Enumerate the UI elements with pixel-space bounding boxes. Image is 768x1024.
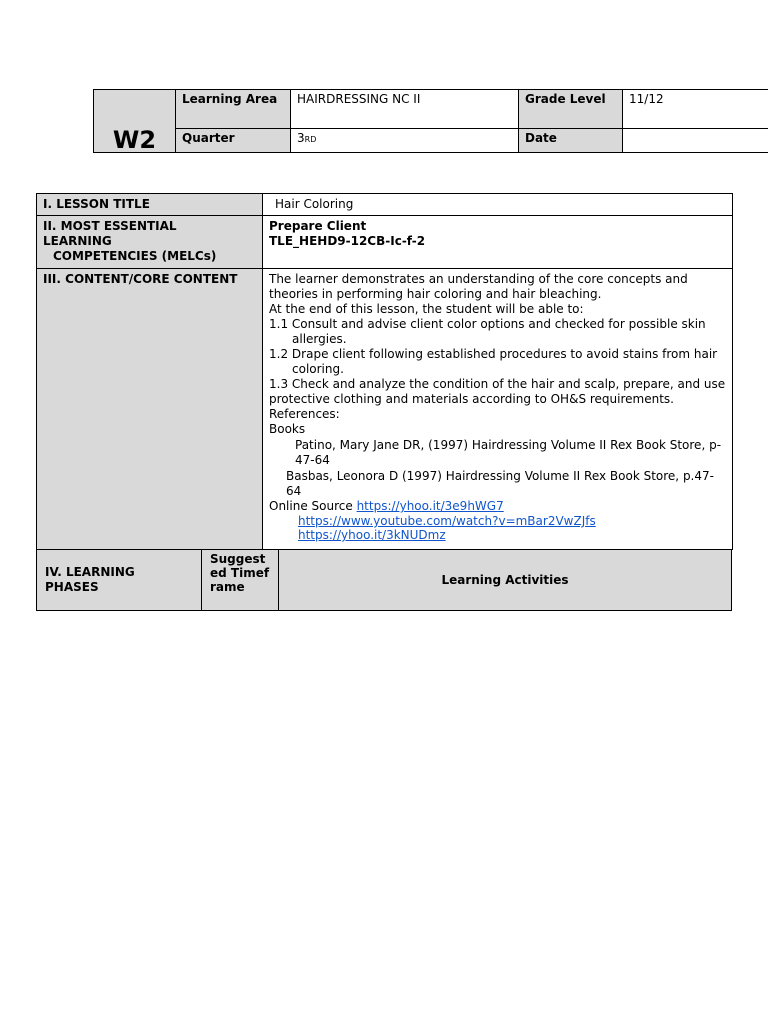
online-link-row: [269, 514, 726, 528]
learning-activities-label: Learning Activities: [279, 550, 732, 611]
online-link-2[interactable]: https://www.youtube.com/watch?v=mBar2VwZJfs: [298, 514, 596, 528]
objective-item-3: 1.3 Check and analyze the condition of the hair and scalp, prepare, and use protective clothing and materials according to OH&S requirements.: [269, 377, 726, 406]
learning-phases-label-line2: PHASES: [45, 580, 99, 594]
objective-item-cont: coloring.: [292, 362, 344, 376]
content-intro: The learner demonstrates an understanding of the core concepts and theories in performing hair coloring and hair bleaching.: [269, 272, 688, 301]
books-label: Books: [269, 422, 306, 436]
online-source-label: Online Source: [269, 499, 353, 513]
melc-label-line2: LEARNING: [43, 234, 112, 248]
melc-label-line3: COMPETENCIES (MELCs): [53, 249, 217, 263]
objective-item-cont: allergies.: [292, 332, 347, 346]
online-link-1[interactable]: https://yhoo.it/3e9hWG7: [356, 499, 504, 513]
date-label: Date: [519, 129, 623, 153]
melc-code: TLE_HEHD9-12CB-Ic-f-2: [269, 234, 426, 248]
online-source-line: [269, 499, 726, 514]
lesson-title-text: Hair Coloring: [275, 197, 354, 211]
grade-level-label: Grade Level: [519, 90, 623, 129]
lesson-title-value: [263, 194, 733, 216]
online-link-3[interactable]: https://yhoo.it/3kNUDmz: [298, 528, 446, 542]
objective-item: 1.1 Consult and advise client color options and checked for possible skin: [269, 317, 706, 331]
learning-phases-table: [36, 549, 732, 611]
learning-area-label: Learning Area: [176, 90, 291, 129]
week-label: W2: [94, 90, 176, 153]
objective-item: 1.2 Drape client following established procedures to avoid stains from hair: [269, 347, 718, 361]
lesson-title-label: I. LESSON TITLE: [37, 194, 263, 216]
quarter-suffix: RD: [304, 135, 317, 144]
book-reference-1: Patino, Mary Jane DR, (1997) Hairdressing Volume II Rex Book Store, p-47-64: [295, 438, 722, 467]
references-label: References:: [269, 407, 340, 421]
header-table: [93, 89, 768, 153]
melc-value: [263, 216, 733, 269]
learning-area-value: HAIRDRESSING NC II: [291, 90, 519, 129]
date-value: [623, 129, 768, 153]
content-objective-intro: At the end of this lesson, the student will be able to:: [269, 302, 584, 316]
learning-phases-label-line1: IV. LEARNING: [45, 565, 135, 579]
grade-level-value: 11/12: [623, 90, 768, 129]
lesson-table: [36, 193, 733, 550]
content-value: [263, 269, 733, 550]
book-reference-2: Basbas, Leonora D (1997) Hairdressing Volume II Rex Book Store, p.47-64: [286, 469, 714, 498]
learning-phases-label: [37, 550, 202, 611]
online-link-row: [269, 528, 726, 542]
melc-label-line1: II. MOST ESSENTIAL: [43, 219, 177, 233]
suggested-timeframe-label: Suggested Timeframe: [202, 550, 279, 611]
melc-label: [37, 216, 263, 269]
quarter-value: [291, 129, 519, 153]
content-label: III. CONTENT/CORE CONTENT: [37, 269, 263, 550]
quarter-label: Quarter: [176, 129, 291, 153]
melc-title: Prepare Client: [269, 219, 367, 233]
quarter-number: 3: [297, 131, 305, 145]
